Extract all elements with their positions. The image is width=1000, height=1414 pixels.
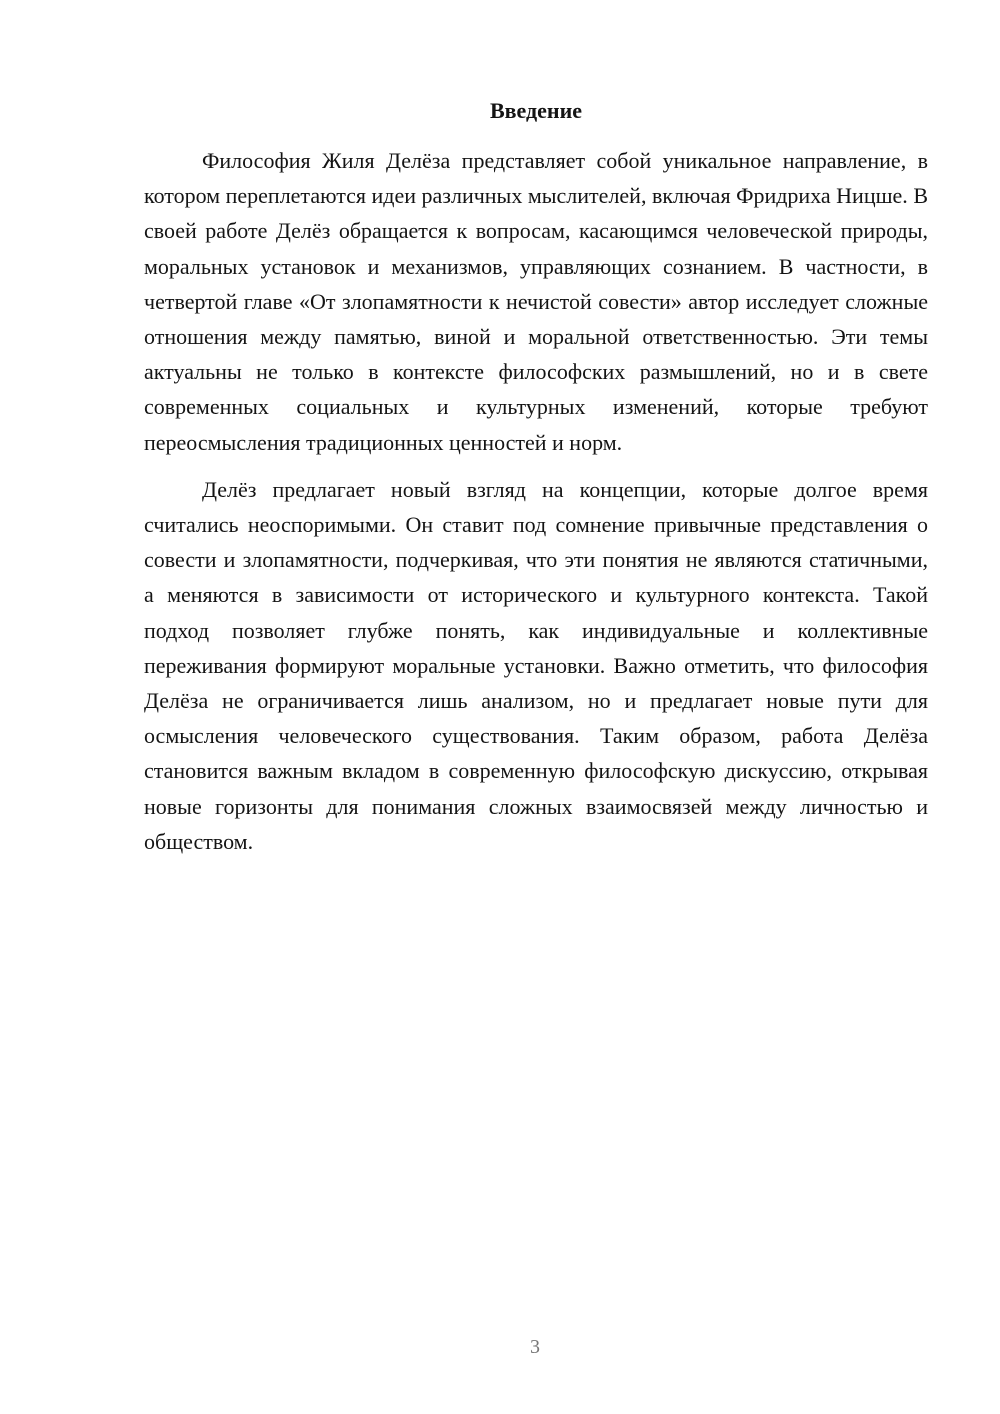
body-text [144,143,928,859]
paragraph-1: Философия Жиля Делёза представляет собой уникальное направление, в котором переплетаются идеи различных мыслителей, включая Фридриха Ницше. В своей работе Делёз обращается к вопросам, касающимся человеческой природы, моральных установок и механизмов, управляющих сознанием. В частности, в четвертой главе «От злопамятности к нечистой совести» автор исследует сложные отношения между памятью, виной и моральной ответственностью. Эти темы актуальны не только в контексте философских размышлений, но и в свете современных социальных и культурных изменений, которые требуют переосмысления традиционных ценностей и норм. [144,148,928,455]
paragraph-2: Делёз предлагает новый взгляд на концепции, которые долгое время считались неоспоримыми. Он ставит под сомнение привычные представления о совести и злопамятности, подчеркивая, что эти понятия не являются статичными, а меняются в зависимости от исторического и культурного контекста. Такой подход позволяет глубже понять, как индивидуальные и коллективные переживания формируют моральные установки. Важно отметить, что философия Делёза не ограничивается лишь анализом, но и предлагает новые пути для осмысления человеческого существования. Таким образом, работа Делёза становится важным вкладом в современную философскую дискуссию, открывая новые горизонты для понимания сложных взаимосвязей между личностью и обществом. [144,476,928,854]
section-heading: Введение [489,98,583,123]
page-number: 3 [530,1336,540,1358]
